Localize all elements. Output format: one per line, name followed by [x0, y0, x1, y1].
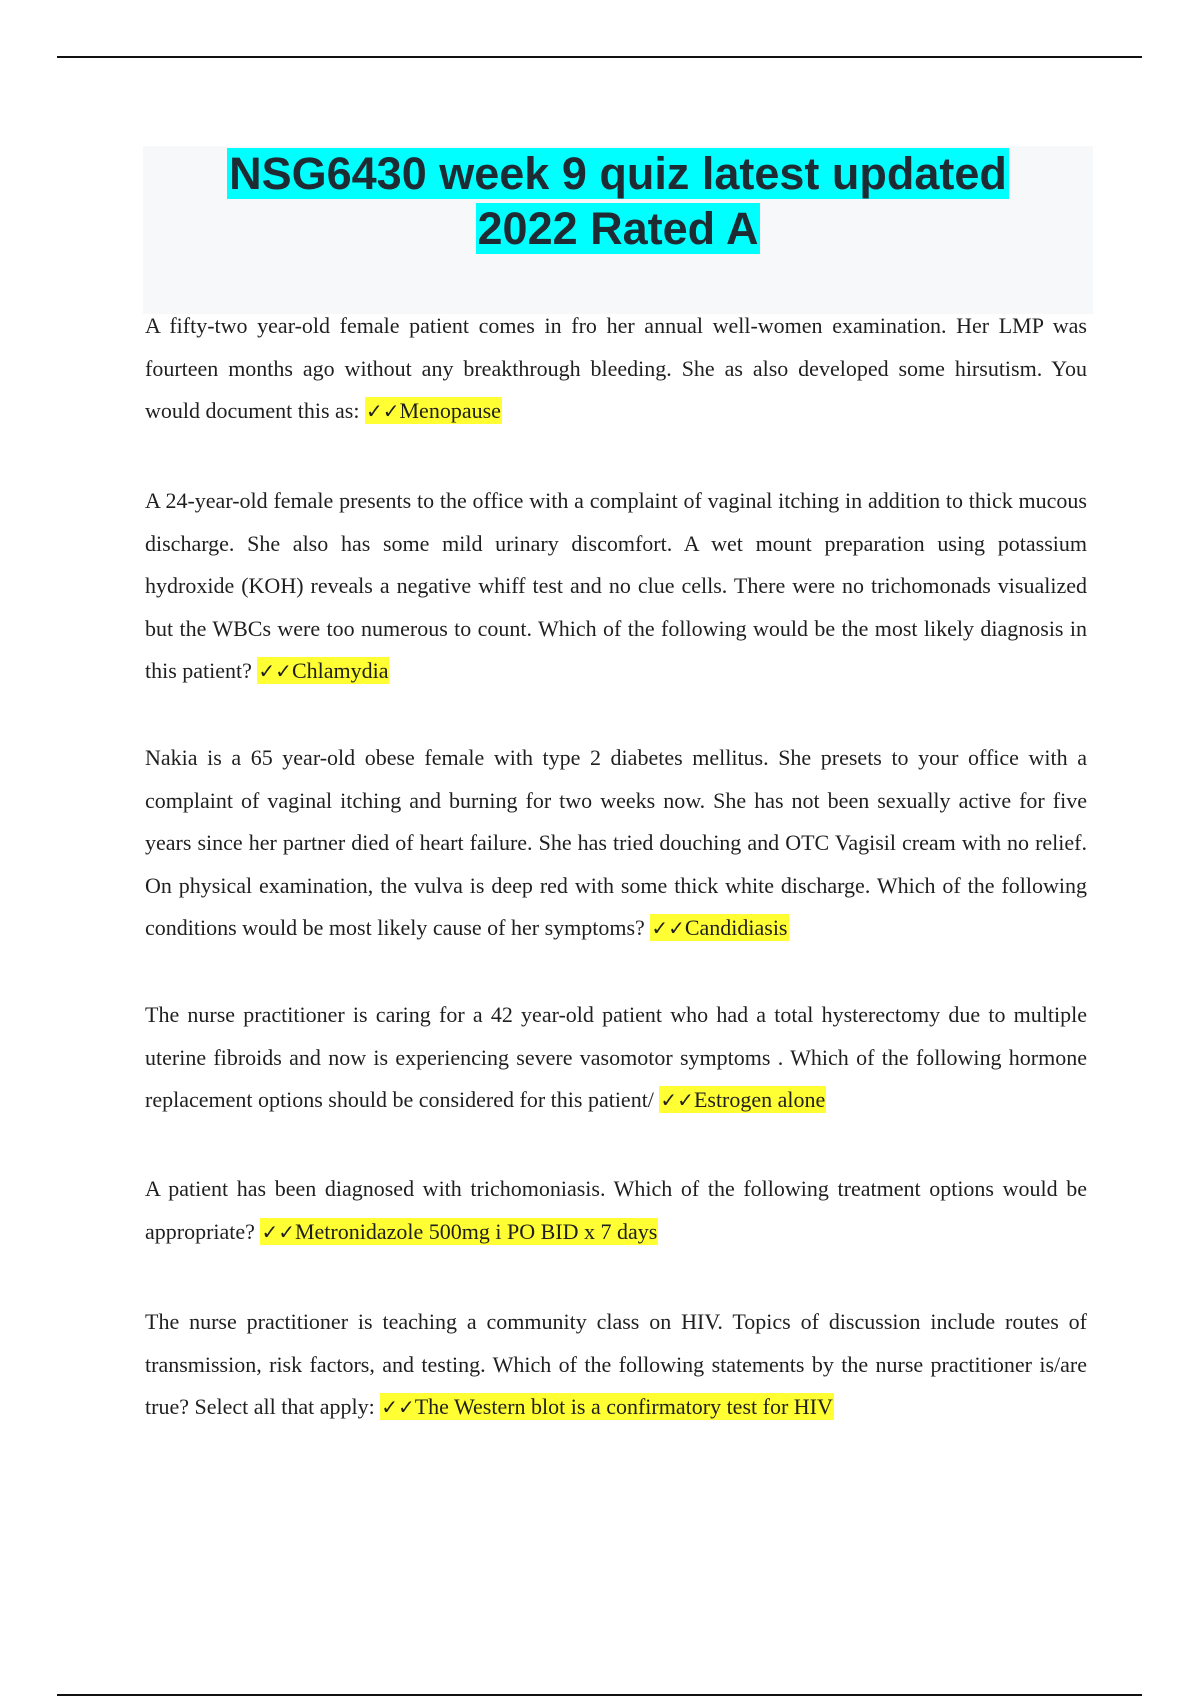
title-line-2: 2022 Rated A: [477, 203, 759, 254]
top-rule: [57, 56, 1142, 58]
question-text: A fifty-two year-old female patient comes in fro her annual well-women examination. Her LMP was fourteen months ago without any breakthrough bleeding. She as also developed some hirsutism. You would document this as:: [145, 313, 1087, 423]
question-block: [145, 737, 1087, 950]
title-block: [143, 146, 1093, 314]
question-block: [145, 1168, 1087, 1253]
title-line-1: NSG6430 week 9 quiz latest updated: [229, 148, 1007, 199]
answer-highlight: [260, 1218, 658, 1245]
answer-text: Menopause: [399, 398, 501, 423]
answer-text: The Western blot is a confirmatory test for HIV: [414, 1394, 833, 1419]
question-block: [145, 994, 1087, 1122]
question-text: The nurse practitioner is teaching a community class on HIV. Topics of discussion include routes of transmission, risk factors, and testing. Which of the following statements by the nurse practitioner is/are true? Select all that apply:: [145, 1309, 1087, 1419]
question-text: A 24-year-old female presents to the office with a complaint of vaginal itching in addition to thick mucous discharge. She also has some mild urinary discomfort. A wet mount preparation using potassium hydroxide (KOH) reveals a negative whiff test and no clue cells. There were no trichomonads visualized but the WBCs were too numerous to count. Which of the following would be the most likely diagnosis in this patient?: [145, 488, 1087, 683]
question-block: [145, 480, 1087, 693]
document-title: [143, 146, 1093, 256]
answer-highlight: [257, 657, 389, 684]
double-check-icon: ✓✓: [261, 1219, 295, 1244]
double-check-icon: ✓✓: [651, 916, 685, 940]
bottom-rule: [57, 1694, 1142, 1696]
double-check-icon: ✓✓: [660, 1088, 694, 1112]
question-block: [145, 1301, 1087, 1429]
question-block: [145, 305, 1087, 433]
answer-text: Metronidazole 500mg i PO BID x 7 days: [294, 1218, 658, 1244]
question-text: The nurse practitioner is caring for a 42 year-old patient who had a total hysterectomy due to multiple uterine fibroids and now is experiencing severe vasomotor symptoms . Which of the following hormone replacement options should be considered for this patient/: [145, 1002, 1087, 1112]
question-text: Nakia is a 65 year-old obese female with type 2 diabetes mellitus. She presets to your office with a complaint of vaginal itching and burning for two weeks now. She has not been sexually active for five years since her partner died of heart failure. She has tried douching and OTC Vagisil cream with no relief. On physical examination, the vulva is deep red with some thick white discharge. Which of the following conditions would be most likely cause of her symptoms?: [145, 745, 1087, 940]
answer-highlight: [365, 397, 502, 424]
double-check-icon: ✓✓: [381, 1395, 415, 1419]
answer-text: Estrogen alone: [693, 1087, 826, 1112]
answer-highlight: [659, 1086, 826, 1113]
answer-highlight: [650, 914, 788, 941]
double-check-icon: ✓✓: [258, 659, 292, 683]
question-text: A patient has been diagnosed with trichomoniasis. Which of the following treatment options would be appropriate?: [145, 1176, 1087, 1244]
answer-text: Candidiasis: [684, 915, 788, 940]
answer-highlight: [380, 1393, 834, 1420]
double-check-icon: ✓✓: [365, 399, 400, 423]
answer-text: Chlamydia: [291, 658, 389, 683]
